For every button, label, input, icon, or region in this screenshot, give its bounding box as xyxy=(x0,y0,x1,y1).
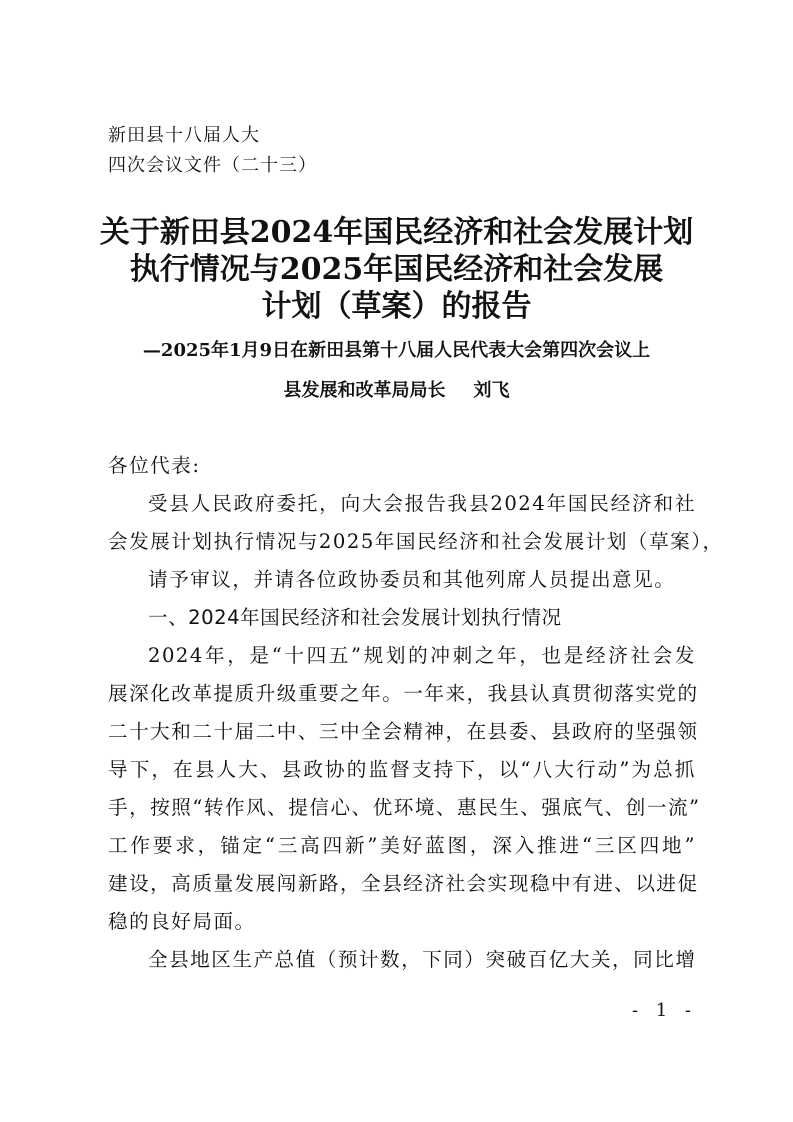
report-date-occasion: —2025年1月9日在新田县第十八届人民代表大会第四次会议上 xyxy=(142,340,651,361)
paragraph-2-line: 二十大和二十届二中、三中全会精神，在县委、县政府的坚强领 xyxy=(108,720,699,743)
document-number-line1: 新田县十八届人大 xyxy=(108,125,260,146)
speaker-name: 刘飞 xyxy=(473,380,510,401)
report-title xyxy=(60,214,733,325)
paragraph-2-line: 展深化改革提质升级重要之年。一年来，我县认真贯彻落实党的 xyxy=(108,682,699,705)
paragraph-3-line: 全县地区生产总值（预计数，下同）突破百亿大关，同比增 xyxy=(148,948,697,971)
page-number: - 1 - xyxy=(631,1000,697,1021)
paragraph-1-line: 请予审议，并请各位政协委员和其他列席人员提出意见。 xyxy=(148,568,676,591)
salutation: 各位代表: xyxy=(108,454,201,477)
paragraph-2-line: 导下，在县人大、县政协的监督支持下，以“八大行动”为总抓 xyxy=(108,758,696,781)
report-speaker xyxy=(60,377,733,405)
document-number xyxy=(108,121,408,181)
paragraph-2-line: 建设，高质量发展闯新路，全县经济社会实现稳中有进、以进促 xyxy=(108,872,699,895)
paragraph-2-line: 手，按照“转作风、提信心、优环境、惠民生、强底气、创一流” xyxy=(108,796,701,819)
section-heading: 一、2024年国民经济和社会发展计划执行情况 xyxy=(148,606,562,629)
document-number-line2: 四次会议文件（二十三） xyxy=(108,155,317,176)
report-title-line1: 关于新田县2024年国民经济和社会发展计划 xyxy=(99,215,694,250)
paragraph-1-line: 会发展计划执行情况与2025年国民经济和社会发展计划（草案）， xyxy=(108,530,724,553)
paragraph-1-line: 受县人民政府委托，向大会报告我县2024年国民经济和社 xyxy=(148,492,696,515)
paragraph-2-line: 稳的良好局面。 xyxy=(108,910,256,933)
speaker-title: 县发展和改革局局长 xyxy=(283,380,446,401)
report-body xyxy=(108,447,724,979)
report-title-line3: 计划（草案）的报告 xyxy=(261,289,532,324)
paragraph-2-line: 工作要求，锚定“三高四新”美好蓝图，深入推进“三区四地” xyxy=(108,834,696,857)
paragraph-2-line: 2024年，是“十四五”规划的冲刺之年，也是经济社会发 xyxy=(148,644,696,667)
report-title-line2: 执行情况与2025年国民经济和社会发展 xyxy=(129,252,664,287)
